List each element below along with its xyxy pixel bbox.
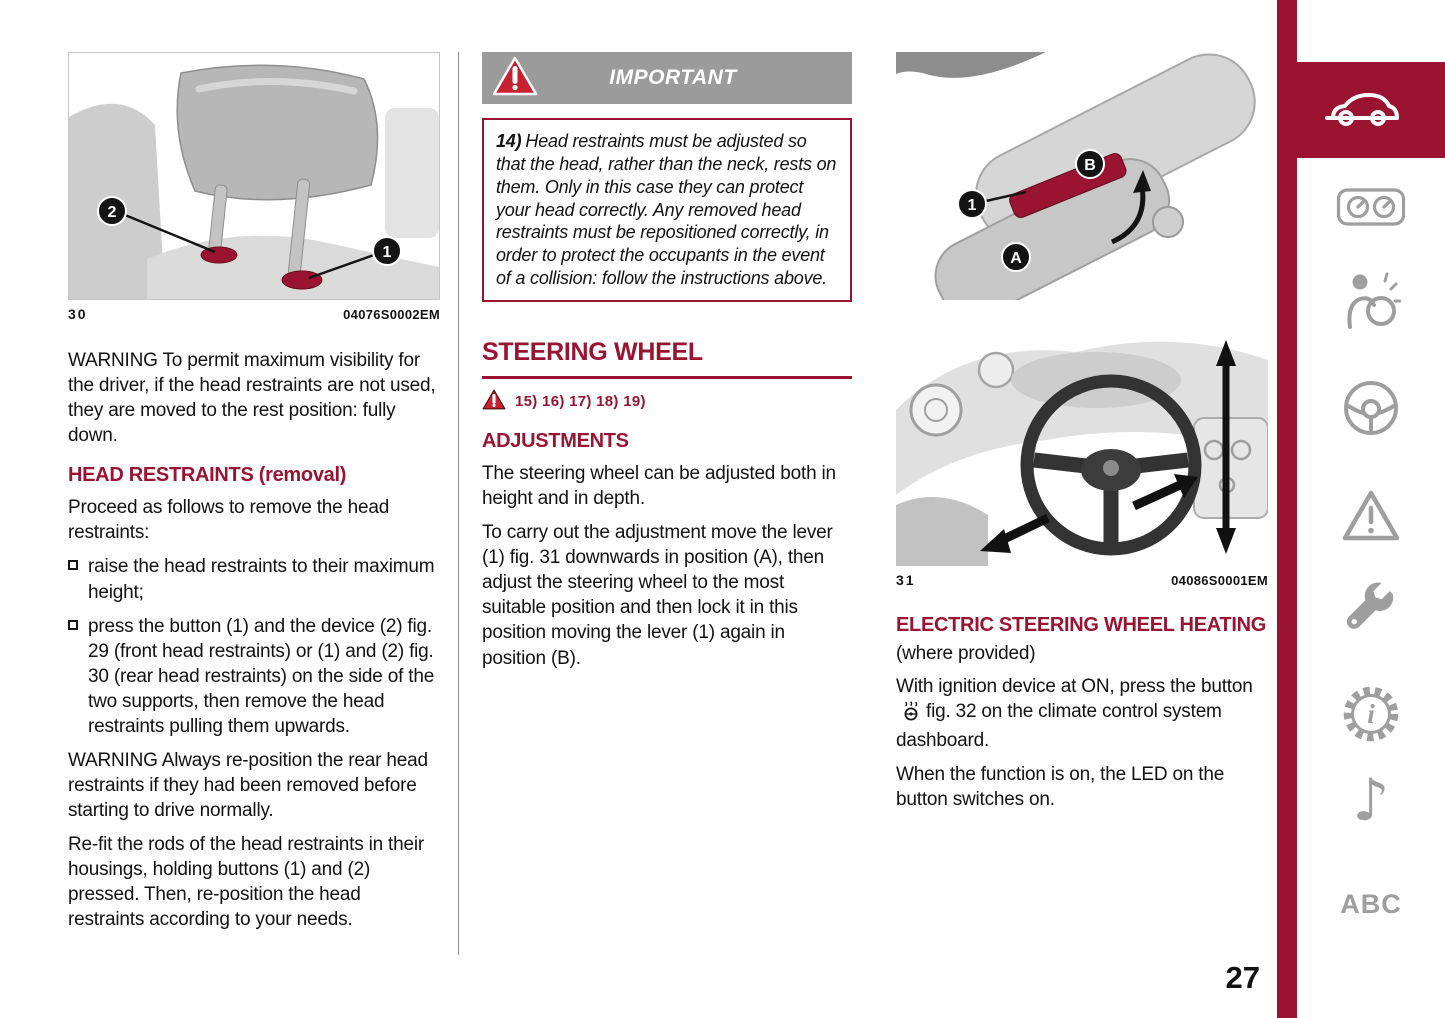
heading-electric-steering-wheel-heating: ELECTRIC STEERING WHEEL HEATING bbox=[896, 614, 1266, 636]
section-title-steering-wheel: STEERING WHEEL bbox=[482, 338, 852, 379]
car-icon bbox=[1323, 88, 1399, 132]
svg-text:1: 1 bbox=[382, 244, 392, 261]
figure-code: 04086S0001EM bbox=[1171, 573, 1268, 588]
page-number: 27 bbox=[1225, 960, 1260, 995]
wrench-icon bbox=[1342, 579, 1400, 637]
sidebar-tab-dashboard[interactable] bbox=[1297, 175, 1445, 239]
square-bullet-icon bbox=[68, 620, 78, 630]
adjustments-paragraph-2: To carry out the adjustment move the lever (1) fig. 31 downwards in position (A), then adjust the steering wheel to the most suitable position and then lock it in this position moving the lever (1) again in position (B). bbox=[482, 522, 833, 669]
figure-number: 31 bbox=[896, 572, 916, 588]
steering-wheel-adjustment-illustration bbox=[896, 300, 1268, 566]
svg-text:1: 1 bbox=[967, 197, 977, 214]
warning-triangle-small-icon bbox=[482, 389, 506, 414]
intro-paragraph: Proceed as follows to remove the head restraints: bbox=[68, 497, 390, 544]
sidebar-tab-maintenance[interactable] bbox=[1297, 572, 1445, 644]
bullet-text: raise the head restraints to their maximum height; bbox=[88, 556, 435, 603]
heading-adjustments: ADJUSTMENTS bbox=[482, 430, 629, 453]
bullet-item bbox=[68, 614, 440, 739]
airbag-safety-icon bbox=[1341, 271, 1401, 329]
instrument-cluster-icon bbox=[1336, 186, 1406, 228]
callout-marker-B bbox=[1076, 150, 1104, 178]
sidebar-tab-safety[interactable] bbox=[1297, 266, 1445, 334]
where-provided-note: (where provided) bbox=[896, 643, 1036, 664]
square-bullet-icon bbox=[68, 560, 78, 570]
warning-paragraph: WARNING To permit maximum visibility for the driver, if the head restraints are not used, they are moved to the rest position: fully down. bbox=[68, 350, 436, 447]
heating-paragraph-2: When the function is on, the LED on the button switches on. bbox=[896, 764, 1225, 811]
sidebar-tab-steering[interactable] bbox=[1297, 376, 1445, 440]
warning-triangle-icon bbox=[492, 56, 538, 101]
figure-caption bbox=[896, 572, 1268, 588]
callout-marker-2 bbox=[98, 197, 126, 225]
warning-references bbox=[482, 389, 852, 414]
warning-triangle-icon bbox=[1341, 489, 1401, 543]
technical-data-gear-icon bbox=[1341, 684, 1401, 744]
svg-text:2: 2 bbox=[107, 204, 117, 221]
note-text: Head restraints must be adjusted so that the head, rather than the neck, rests on them. Only in this case they can protect your head correctly. Any removed head restraints must be repositioned correctly, in order to protect the occupants in the event of a collision: follow the instructions above. bbox=[496, 131, 837, 289]
sidebar-tab-technical-data[interactable] bbox=[1297, 680, 1445, 748]
abc-index-label: ABC bbox=[1340, 888, 1402, 919]
figure-head-restraints bbox=[68, 52, 440, 300]
svg-text:i: i bbox=[1367, 699, 1375, 729]
figure-code: 04076S0002EM bbox=[343, 307, 440, 322]
heading-head-restraints-removal: HEAD RESTRAINTS (removal) bbox=[68, 464, 347, 487]
refit-paragraph: Re-fit the rods of the head restraints in their housings, holding buttons (1) and (2) pressed. Then, re-position the head restraints according to your needs. bbox=[68, 834, 425, 931]
warning-references-text: 15) 16) 17) 18) 19) bbox=[515, 393, 646, 411]
head-restraint-illustration bbox=[69, 53, 439, 299]
right-column bbox=[896, 52, 1268, 821]
heating-paragraph-1: With ignition device at ON, press the buttonfig. 32 on the climate control system dashboard. bbox=[896, 676, 1253, 752]
sidebar-tab-multimedia[interactable] bbox=[1297, 764, 1445, 836]
adjustments-paragraph-1: The steering wheel can be adjusted both in height and in depth. bbox=[482, 463, 836, 510]
bullet-item bbox=[68, 554, 440, 604]
figure-number: 30 bbox=[68, 306, 88, 322]
left-column bbox=[68, 52, 440, 942]
warning-paragraph-2: WARNING Always re-position the rear head restraints if they had been removed before starting to drive normally. bbox=[68, 750, 428, 822]
figure-caption bbox=[68, 306, 440, 322]
important-note-box bbox=[482, 118, 852, 302]
callout-marker-1 bbox=[958, 190, 986, 218]
sidebar-tab-warnings[interactable] bbox=[1297, 484, 1445, 548]
note-number: 14) bbox=[496, 131, 522, 151]
figure-steering-lever bbox=[896, 52, 1268, 300]
column-divider bbox=[458, 52, 459, 955]
steering-wheel-heating-button-icon bbox=[900, 701, 922, 728]
figure-steering-wheel-adjustment bbox=[896, 300, 1268, 566]
svg-text:A: A bbox=[1010, 250, 1022, 267]
callout-marker-1 bbox=[373, 237, 401, 265]
steering-lever-illustration bbox=[896, 52, 1268, 300]
bullet-text: press the button (1) and the device (2) fig. 29 (front head restraints) or (1) and (2) fig. 30 (rear head restraints) on the side of the two supports, then remove the head restraints pulling them upwards. bbox=[88, 615, 435, 737]
steering-wheel-icon bbox=[1342, 379, 1400, 437]
section-tab-rail bbox=[1277, 0, 1445, 1018]
sidebar-tab-vehicle[interactable] bbox=[1277, 62, 1445, 158]
music-note-icon bbox=[1352, 771, 1389, 829]
sidebar-tab-alphabetical-index[interactable] bbox=[1297, 876, 1445, 932]
important-banner bbox=[482, 52, 852, 104]
important-title: IMPORTANT bbox=[609, 66, 737, 89]
callout-marker-A bbox=[1002, 243, 1030, 271]
middle-column bbox=[482, 52, 852, 680]
svg-text:B: B bbox=[1084, 157, 1096, 174]
